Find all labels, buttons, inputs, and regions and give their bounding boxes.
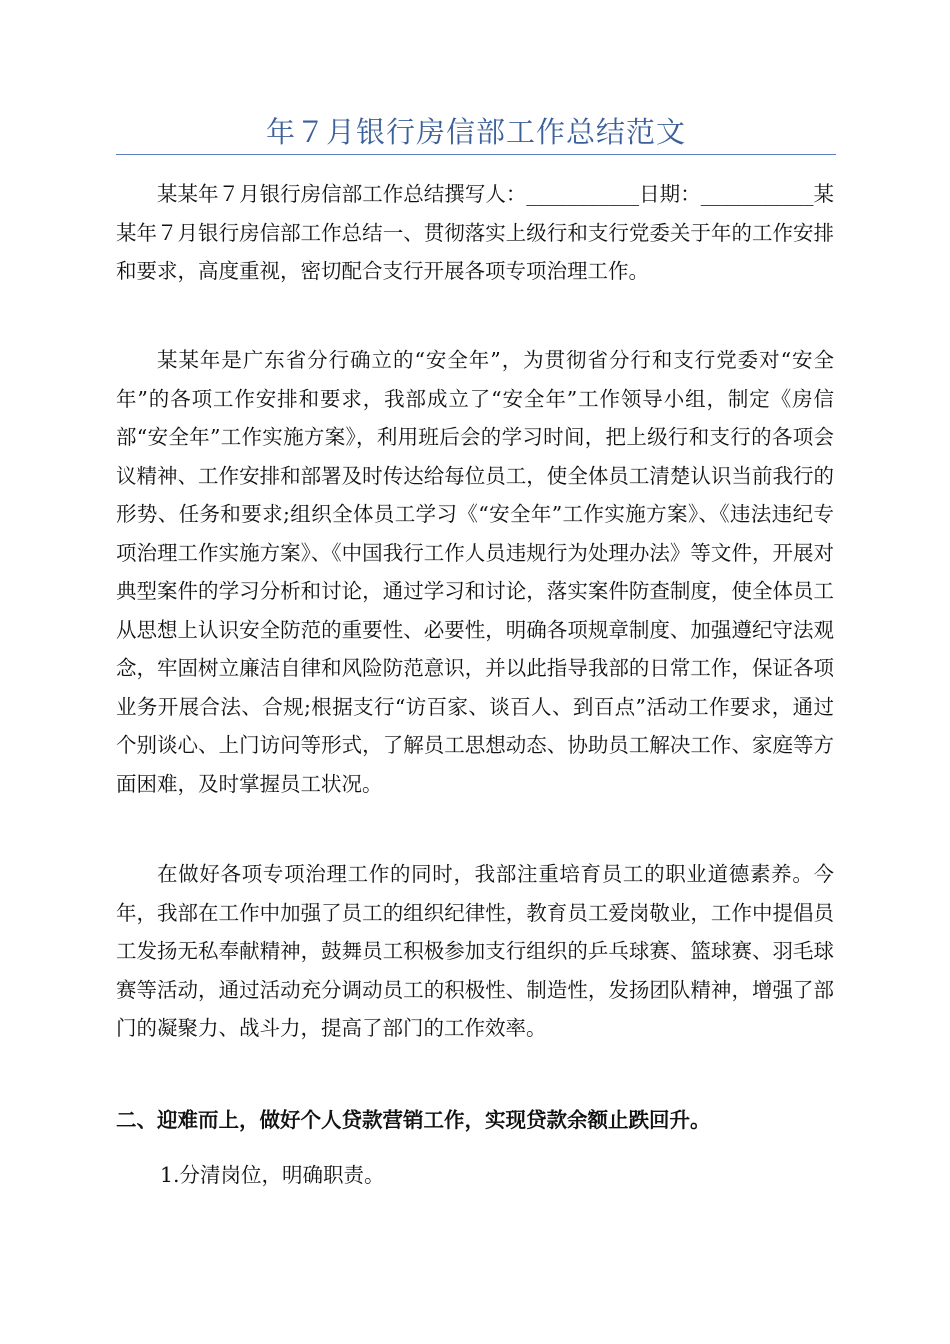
title-underline <box>116 154 836 155</box>
section-heading: 二、迎难而上，做好个人贷款营销工作，实现贷款余额止跌回升。 <box>116 1108 711 1132</box>
document-title: 年７月银行房信部工作总结范文 <box>265 115 686 149</box>
paragraph-professional-ethics: 在做好各项专项治理工作的同时，我部注重培育员工的职业道德素养。今年，我部在工作中加强了员工的组织纪律性，教育员工爱岗敬业，工作中提倡员工发扬无私奉献精神，鼓舞员工积极参加支行组织的乒乓球赛、篮球赛、羽毛球赛等活动，通过活动充分调动员工的积极性、制造性，发扬团队精神，增强了部门的凝聚力、战斗力，提高了部门的工作效率。 <box>116 862 834 1040</box>
paragraph-intro: 某某年７月银行房信部工作总结撰写人：___________日期：___________某某年７月银行房信部工作总结一、贯彻落实上级行和支行党委关于年的工作安排和要求，高度重视，密切配合支行开展各项专项治理工作。 <box>116 182 834 283</box>
list-item: 1.分清岗位，明确职责。 <box>160 1163 385 1187</box>
paragraph-safety-year: 某某年是广东省分行确立的“安全年”，为贯彻省分行和支行党委对“安全年”的各项工作安排和要求，我部成立了“安全年”工作领导小组，制定《房信部“安全年”工作实施方案》，利用班后会的学习时间，把上级行和支行的各项会议精神、工作安排和部署及时传达给每位员工，使全体员工清楚认识当前我行的形势、任务和要求;组织全体员工学习《“安全年”工作实施方案》、《违法违纪专项治理工作实施方案》、《中国我行工作人员违规行为处理办法》等文件，开展对典型案件的学习分析和讨论，通过学习和讨论，落实案件防查制度，使全体员工从思想上认识安全防范的重要性、必要性，明确各项规章制度、加强遵纪守法观念，牢固树立廉洁自律和风险防范意识，并以此指导我部的日常工作，保证各项业务开展合法、合规;根据支行“访百家、谈百人、到百点”活动工作要求，通过个别谈心、上门访问等形式，了解员工思想动态、协助员工解决工作、家庭等方面困难，及时掌握员工状况。 <box>116 348 834 796</box>
